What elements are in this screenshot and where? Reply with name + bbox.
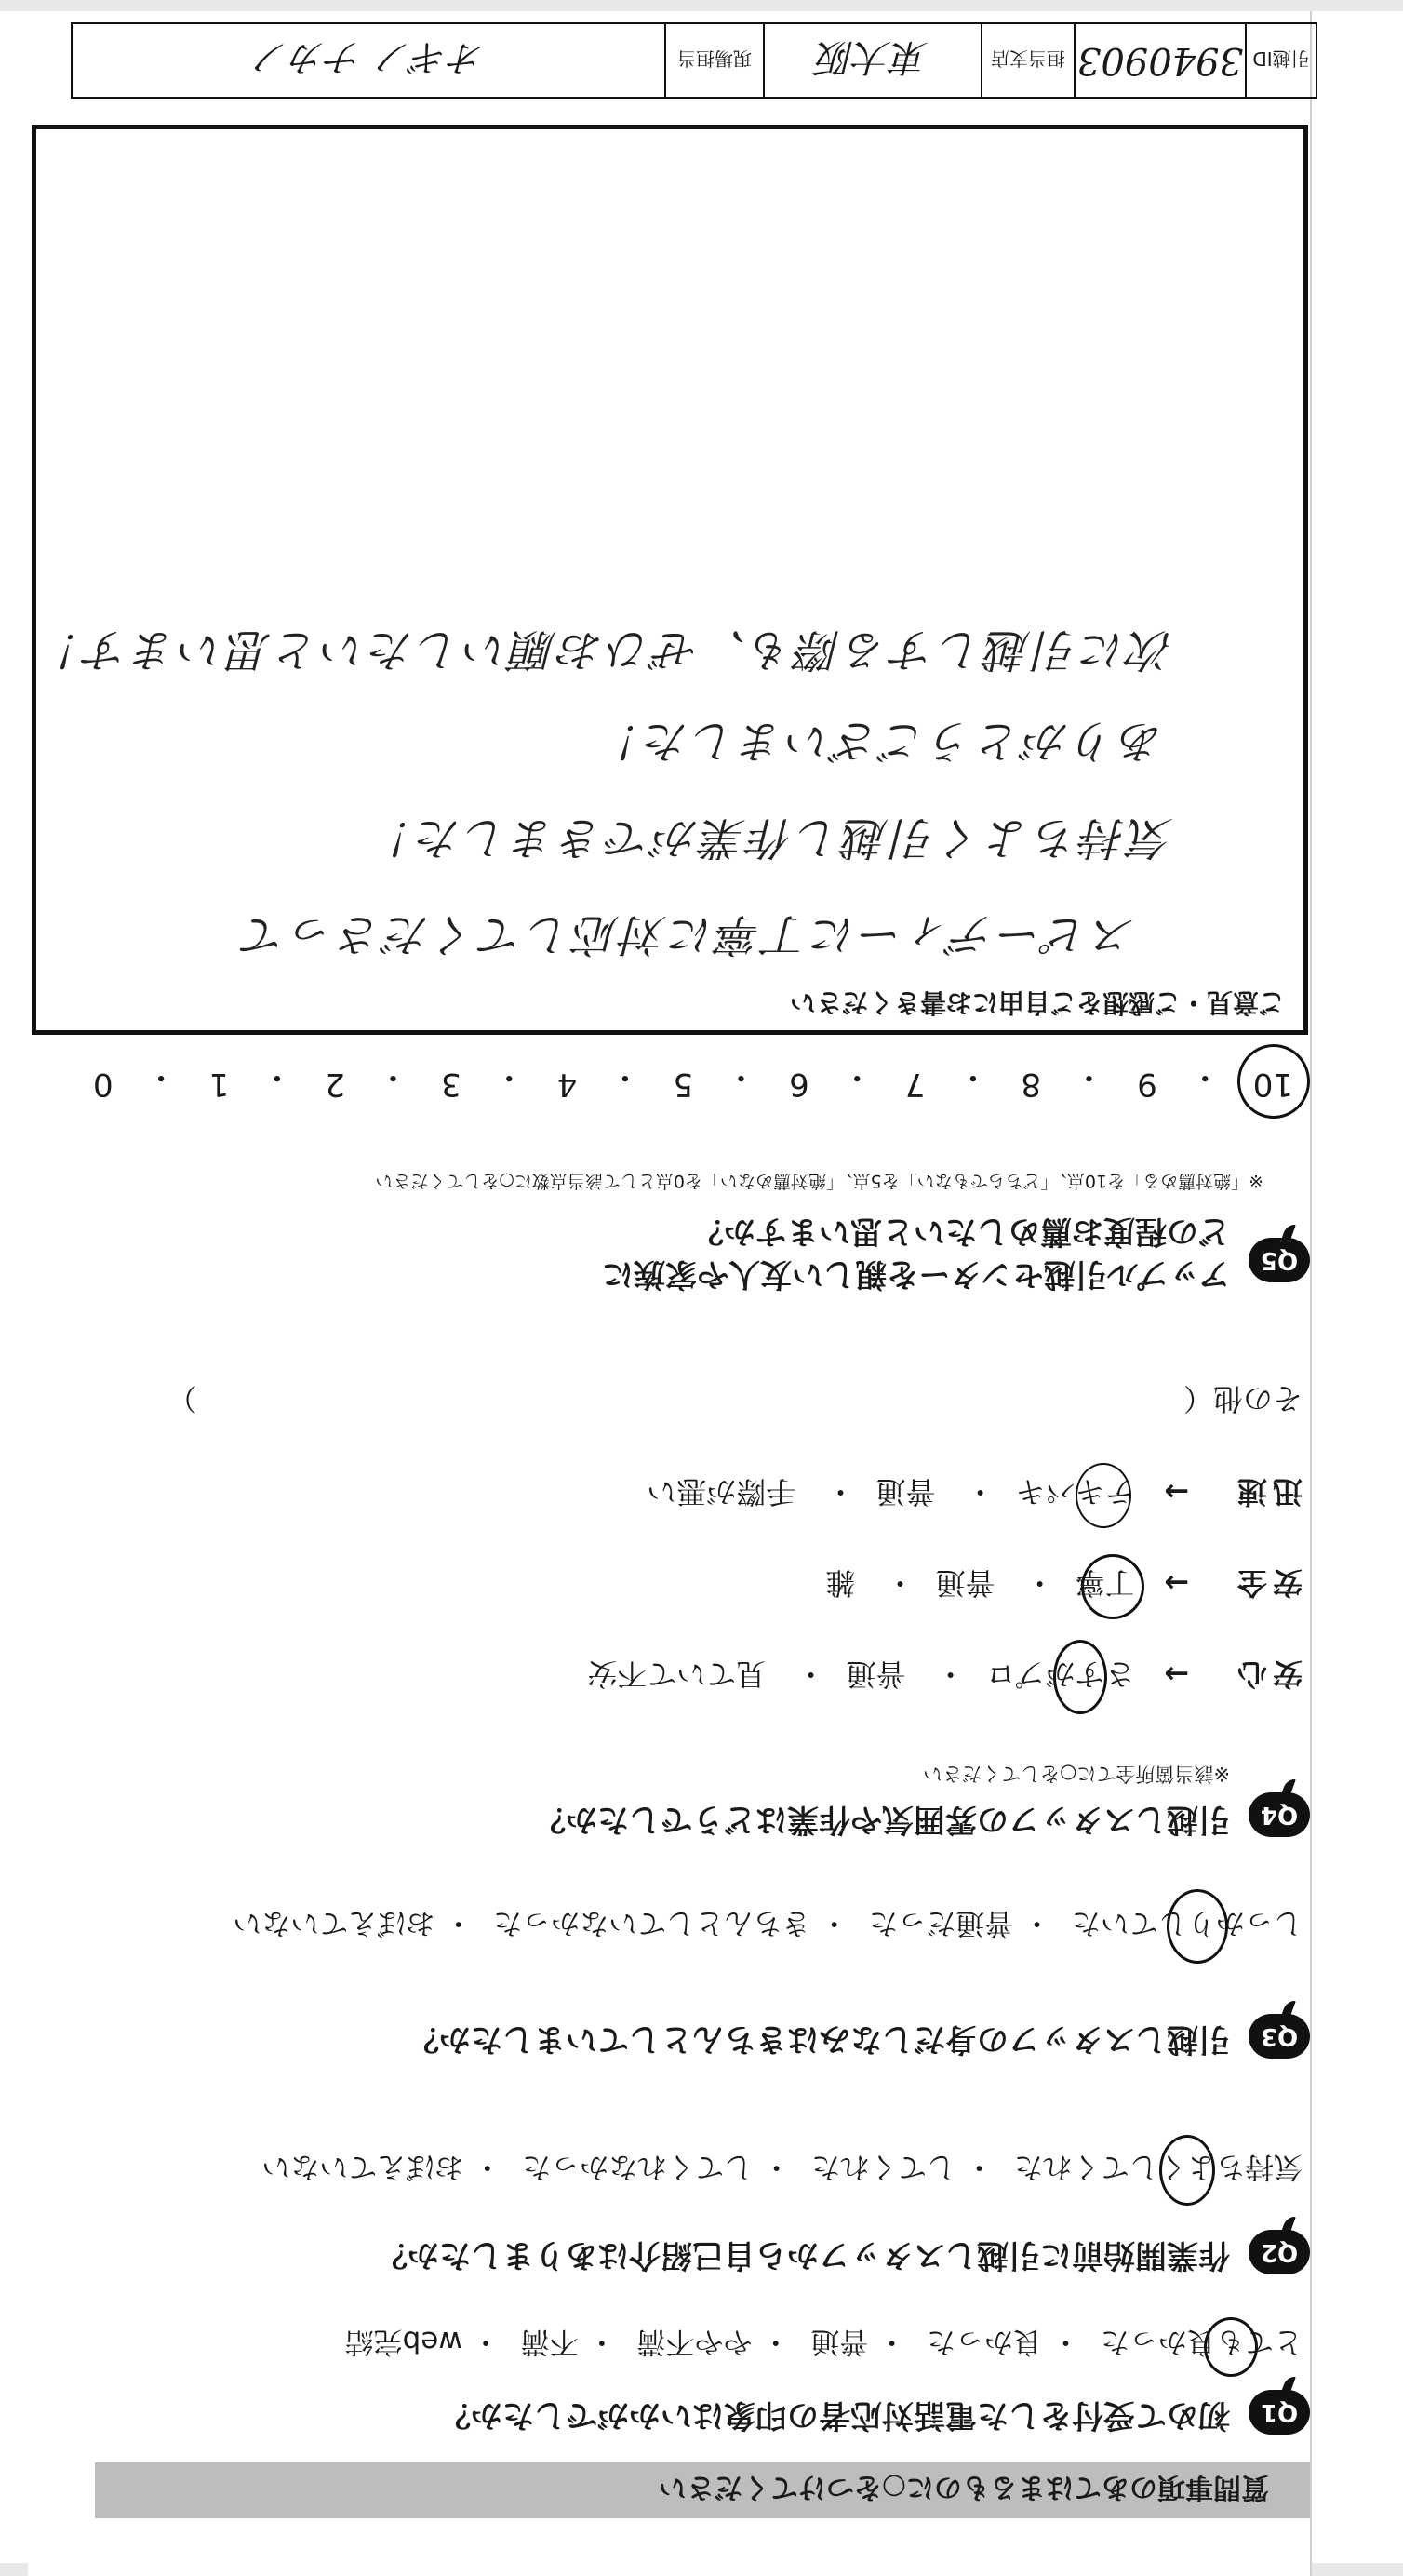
q3-option[interactable]: おぼえていない [233, 1906, 435, 1939]
q3-option[interactable]: 普通だった [869, 1906, 1014, 1939]
q1-option[interactable]: web完結 [344, 2325, 462, 2358]
scale-option[interactable]: 7 [904, 1066, 926, 1103]
q5-note: ※「絶対薦める」を10点、「どちらでもない」を5点、「絶対薦めない」を0点として該当点数に○をしてください [375, 1171, 1263, 1191]
q5-badge: Q5 [1249, 1238, 1310, 1282]
q1-option[interactable]: とても良かった [1101, 2325, 1303, 2358]
q5-selected-circle [1237, 1044, 1310, 1119]
q2-selected-circle [1159, 2135, 1215, 2206]
scale-option[interactable]: 0 [93, 1066, 114, 1103]
scale-option[interactable]: 5 [673, 1066, 694, 1103]
q1-text: 初めて受付をした電話対応者の印象はいかがでしたか？ [439, 2396, 1230, 2434]
id-value: 3940903 [1074, 24, 1245, 97]
scale-option[interactable]: 3 [441, 1066, 461, 1103]
q2-text: 作業開始前に引越しスタッフから自己紹介はありましたか？ [376, 2236, 1230, 2274]
scale-option[interactable]: 2 [325, 1066, 345, 1103]
q4-option[interactable]: 普通 [875, 1474, 936, 1509]
q4-anshin-selected-circle [1053, 1640, 1107, 1714]
q2-options: 気持ちよくしてくれた・ してくれた・ してくれなかった・ おぼえていない [261, 2150, 1303, 2183]
footer-table [71, 22, 1317, 99]
q2-option[interactable]: してくれなかった [522, 2150, 754, 2183]
q4-option[interactable]: さすがプロ [985, 1657, 1135, 1692]
q3-option[interactable]: しっかりしていた [1072, 1906, 1303, 1939]
instruction-banner: 質問事項のあてはまるものに○をつけてください [95, 2462, 1310, 2518]
q4-row-label: 迅速 [1231, 1474, 1303, 1509]
q1-option[interactable]: 不満 [520, 2325, 579, 2358]
q4-row-label: 安全 [1231, 1565, 1303, 1601]
q4-row-anzen: 安全 → 丁寧・ 普通・ 雑 [825, 1563, 1303, 1606]
arrow-icon: → [1164, 1565, 1190, 1601]
comment-box[interactable] [32, 125, 1308, 1035]
q1-selected-circle [1204, 2317, 1258, 2377]
q4-option[interactable]: 手際が悪い [647, 1474, 796, 1509]
scale-option[interactable]: 8 [1021, 1066, 1042, 1103]
branch-value: 東大阪 [763, 24, 981, 97]
q1-options: とても良かった・ 良かった・ 普通・ やや不満・ 不満・ web完結 [344, 2325, 1303, 2358]
q4-option[interactable]: 普通 [935, 1565, 995, 1601]
q4-row-anshin: 安心 → さすがプロ・ 普通・ 見ていて不安 [587, 1655, 1303, 1697]
scale-option[interactable]: 9 [1137, 1066, 1157, 1103]
q5-text: アップル引越センターを親しい友人や家族に [602, 1255, 1230, 1293]
id-label: 引越ID [1245, 24, 1316, 97]
q5-scale: 10 ・ 9 ・ 8 ・ 7 ・ 6 ・ 5 ・ 4 ・ 3 ・ 2 ・ 1 ・ 0 [93, 1058, 1293, 1103]
q4-anzen-selected-circle [1081, 1554, 1144, 1619]
q5-text-2: どの程度お薦めしたいと思いますか？ [692, 1213, 1230, 1250]
q4-option[interactable]: 丁寧 [1075, 1565, 1135, 1601]
comment-line: 次に引越しする際も、ぜひお願いしたいと思います！ [33, 624, 1173, 676]
scale-option[interactable]: 1 [208, 1066, 230, 1103]
q4-other-close: ） [167, 1381, 197, 1416]
scan-edge-bottom [0, 0, 1403, 11]
q3-option[interactable]: きちんとしていなかった [493, 1906, 811, 1939]
q4-text: 引越しスタッフの雰囲気や作業はどうでしたか？ [534, 1801, 1230, 1838]
q1-option[interactable]: 良かった [927, 2325, 1043, 2358]
leader-value: オギノ ナカノ [251, 35, 486, 79]
comment-line: ありがとうございました！ [594, 715, 1164, 767]
scale-option[interactable]: 10 [1252, 1066, 1293, 1103]
q4-option[interactable]: 見ていて不安 [587, 1657, 767, 1692]
q2-option[interactable]: 気持ちよくしてくれた [1014, 2150, 1303, 2183]
comment-line: 気持ちよく引越し作業ができました！ [366, 812, 1173, 864]
comment-line: スピーディーに丁寧に対応してくださって [239, 908, 1136, 960]
arrow-icon: → [1164, 1474, 1190, 1509]
q1-option[interactable]: やや不満 [636, 2325, 753, 2358]
scale-option[interactable]: 6 [789, 1066, 809, 1103]
arrow-icon: → [1164, 1657, 1190, 1692]
q4-option[interactable]: 普通 [846, 1657, 906, 1692]
q2-badge: Q2 [1249, 2230, 1310, 2274]
branch-label: 担当支店 [981, 24, 1074, 97]
q4-option[interactable]: テキパキ [1015, 1474, 1135, 1509]
q3-text: 引越しスタッフの身だしなみはきちんとしていましたか？ [408, 2020, 1230, 2058]
q4-row-label: 安心 [1231, 1657, 1303, 1692]
q4-other-label: その他（ [1183, 1381, 1303, 1416]
q2-option[interactable]: してくれた [811, 2150, 956, 2183]
q4-row-jinsoku: 迅速 → テキパキ・ 普通・ 手際が悪い [647, 1472, 1303, 1515]
q3-badge: Q3 [1249, 2014, 1310, 2059]
q4-note: ※該当箇所全てに○をしてください [923, 1763, 1230, 1785]
q2-option[interactable]: おぼえていない [261, 2150, 464, 2183]
q1-badge: Q1 [1249, 2390, 1310, 2435]
q4-other [93, 1379, 1303, 1422]
q4-jinsoku-selected-mark [1076, 1463, 1131, 1528]
q4-badge: Q4 [1249, 1792, 1310, 1837]
comment-title: ご意見・ご感想をご自由にお書きください [789, 987, 1285, 1018]
scale-option[interactable]: 4 [556, 1066, 578, 1103]
leader-label: 現場担当 [664, 24, 763, 97]
q3-selected-circle [1167, 1889, 1228, 1964]
q4-option[interactable]: 雑 [825, 1565, 856, 1601]
q1-option[interactable]: 普通 [810, 2325, 869, 2358]
q3-options: しっかりしていた・ 普通だった・ きちんとしていなかった・ おぼえていない [233, 1906, 1303, 1939]
